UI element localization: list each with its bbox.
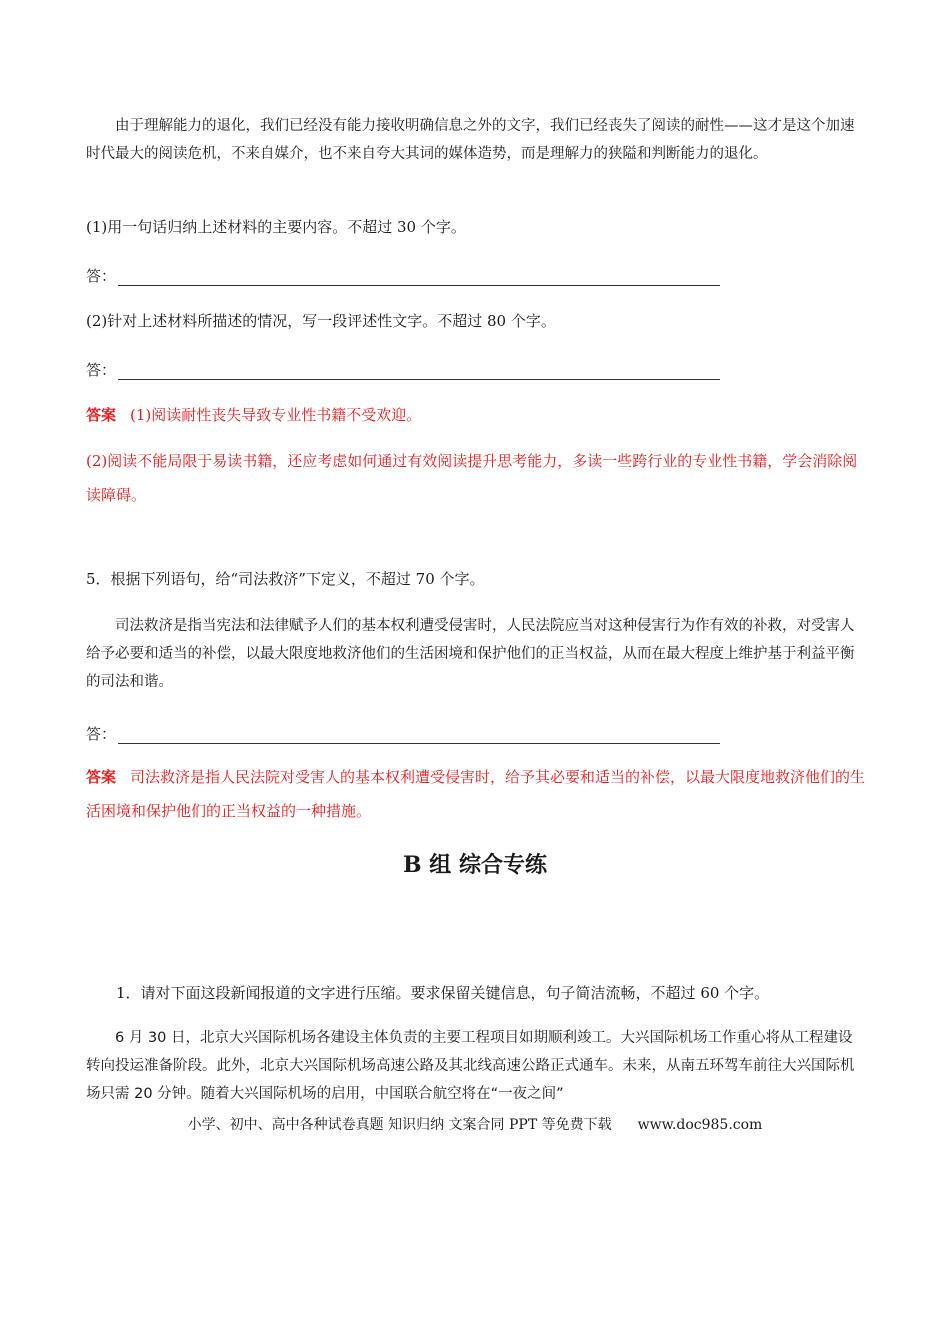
answer-line-5	[86, 718, 866, 744]
answer-prefix: 答：	[86, 361, 117, 379]
answer-blank	[118, 269, 720, 286]
answer-label: 答案	[86, 406, 117, 424]
answer-4-text1: (1)阅读耐性丧失导致专业性书籍不受欢迎。	[130, 406, 422, 424]
section-title: B 组 综合专练	[403, 852, 547, 878]
question-1: (1)用一句话归纳上述材料的主要内容。不超过 30 个字。	[86, 218, 466, 236]
question-5: 5．根据下列语句，给“司法救济”下定义，不超过 70 个字。	[86, 570, 485, 588]
answer-line-2	[86, 354, 866, 380]
intro-paragraph: 由于理解能力的退化，我们已经没有能力接收明确信息之外的文字，我们已经丧失了阅读的耐性——这才是这个加速时代最大的阅读危机，不来自媒介，也不来自夸大其词的媒体造势，而是理解力的狭隘和判断能力的退化。	[86, 118, 855, 162]
answer-4-part2: (2)阅读不能局限于易读书籍，还应考虑如何通过有效阅读提升思考能力，多读一些跨行业的专业性书籍，学会消除阅读障碍。	[86, 452, 858, 504]
b1-question: 1．请对下面这段新闻报道的文字进行压缩。要求保留关键信息，句子简洁流畅，不超过 60 个字。	[116, 984, 770, 1002]
question-2: (2)针对上述材料所描述的情况，写一段评述性文字。不超过 80 个字。	[86, 312, 556, 330]
b1-paragraph: 6 月 30 日，北京大兴国际机场各建设主体负责的主要工程项目如期顺利竣工。大兴国际机场工作重心将从工程建设转向投运准备阶段。此外，北京大兴国际机场高速公路及其北线高速公路正式通车。未来，从南五环驾车前往大兴国际机场只需 20 分钟。随着大兴国际机场的启用，中国联合航空将在“一夜之间”	[86, 1030, 855, 1102]
q5-paragraph: 司法救济是指当宪法和法律赋予人们的基本权利遭受侵害时，人民法院应当对这种侵害行为作有效的补救，对受害人给予必要和适当的补偿，以最大限度地救济他们的生活困境和保护他们的正当权益，从而在最大程度上维护基于利益平衡的司法和谐。	[86, 618, 855, 690]
answer-5-text: 司法救济是指人民法院对受害人的基本权利遭受侵害时，给予其必要和适当的补偿，以最大限度地救济他们的生活困境和保护他们的正当权益的一种措施。	[86, 768, 866, 820]
answer-label: 答案	[86, 768, 117, 786]
footer-text: 小学、初中、高中各种试卷真题 知识归纳 文案合同 PPT 等免费下载	[187, 1117, 612, 1133]
answer-5	[86, 760, 866, 828]
footer-url[interactable]: www.doc985.com	[637, 1117, 763, 1133]
answer-blank	[118, 363, 720, 380]
footer	[0, 1114, 950, 1134]
answer-line-1	[86, 260, 866, 286]
answer-prefix: 答：	[86, 267, 117, 285]
answer-4-part1	[86, 398, 866, 432]
answer-blank	[118, 727, 720, 744]
answer-prefix: 答：	[86, 725, 117, 743]
